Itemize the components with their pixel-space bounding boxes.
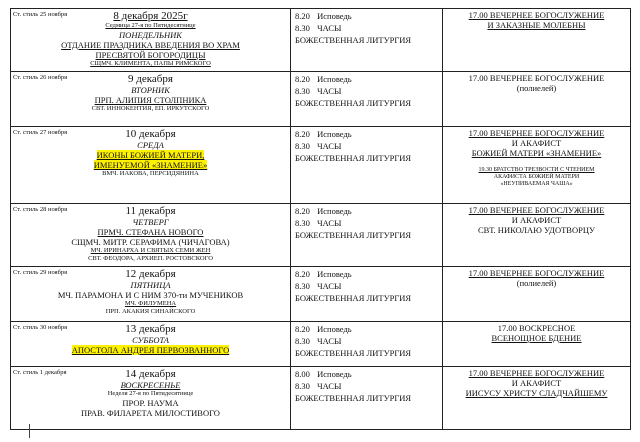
day-cell [11, 204, 291, 267]
morning-services [291, 127, 443, 204]
date-label: 10 декабря [125, 128, 176, 140]
service-line: 8.30 ЧАСЫ [295, 336, 342, 346]
evening-line: АКАФИСТА БОЖИЕЙ МАТЕРИ [493, 174, 580, 180]
schedule-table [10, 8, 631, 430]
saint-line: ПРП. АЛИПИЯ СТОЛПНИКА [94, 95, 207, 105]
service-line: БОЖЕСТВЕННАЯ ЛИТУРГИЯ [295, 293, 412, 303]
saint-line: ПРМЧ. СТЕФАНА НОВОГО [97, 227, 204, 237]
evening-line: 17.00 ВЕЧЕРНЕЕ БОГОСЛУЖЕНИЕ [468, 368, 605, 378]
evening-line: 17.00 ВОСКРЕСНОЕ [497, 323, 576, 333]
saint-line: ПРОР. НАУМА [122, 398, 179, 408]
saint-line: АПОСТОЛА АНДРЕЯ ПЕРВОЗВАННОГО [71, 345, 230, 355]
evening-line: 17.00 ВЕЧЕРНЕЕ БОГОСЛУЖЕНИЕ [468, 10, 605, 20]
weekday-label: ВТОРНИК [131, 85, 170, 95]
morning-services [291, 9, 443, 72]
evening-line: И АКАФИСТ [511, 378, 562, 388]
morning-services [291, 204, 443, 267]
service-line: 8.30 ЧАСЫ [295, 381, 342, 391]
old-style-date: Ст. стиль 29 ноября [13, 269, 68, 276]
evening-services [443, 204, 631, 267]
weekday-label: ЧЕТВЕРГ [132, 217, 169, 227]
service-line: БОЖЕСТВЕННАЯ ЛИТУРГИЯ [295, 230, 412, 240]
table-row [11, 72, 631, 127]
weekday-label: СРЕДА [137, 140, 164, 150]
saint-line: МЧ. ПАРАМОНА И С НИМ 370-ти МУЧЕНИКОВ [57, 290, 244, 300]
schedule-sheet [10, 8, 630, 430]
service-line: 8.20 Исповедь [295, 324, 352, 334]
evening-line: 17.00 ВЕЧЕРНЕЕ БОГОСЛУЖЕНИЕ [468, 73, 605, 83]
evening-line: И АКАФИСТ [511, 215, 562, 225]
service-line: БОЖЕСТВЕННАЯ ЛИТУРГИЯ [295, 153, 412, 163]
table-row [11, 127, 631, 204]
text-cursor-marker [29, 424, 30, 438]
date-label: 9 декабря [128, 73, 173, 85]
evening-line: 19.30 БРАТСТВО ТРЕЗВОСТИ С ЧТЕНИЕМ [478, 167, 595, 173]
evening-line: И ЗАКАЗНЫЕ МОЛЕБНЫ [487, 20, 586, 30]
saint-line: СВТ. ФЕОДОРА, АРХИЕП. РОСТОВСКОГО [88, 254, 213, 262]
evening-line: БОЖИЕЙ МАТЕРИ «ЗНАМЕНИЕ» [471, 148, 602, 158]
day-cell [11, 267, 291, 322]
saint-line: СЩМЧ. МИТР. СЕРАФИМА (ЧИЧАГОВА) [71, 237, 230, 247]
service-line: БОЖЕСТВЕННАЯ ЛИТУРГИЯ [295, 98, 412, 108]
evening-line: ИИСУСУ ХРИСТУ СЛАДЧАЙШЕМУ [465, 388, 608, 398]
saint-line: ВМЧ. ИАКОВА, ПЕРСИДЯНИНА [102, 170, 199, 177]
service-line: 8.30 ЧАСЫ [295, 86, 342, 96]
table-row [11, 204, 631, 267]
saint-line: ИМЕНУЕМОЙ «ЗНАМЕНИЕ» [93, 160, 208, 170]
date-label: 8 декабря 2025г [113, 10, 188, 22]
old-style-date: Ст. стиль 1 декабря [13, 369, 67, 376]
evening-line: (полиелей) [516, 83, 557, 93]
week-label: Неделя 27-я по Пятидесятнице [107, 390, 194, 397]
saint-line: ОТДАНИЕ ПРАЗДНИКА ВВЕДЕНИЯ ВО ХРАМ [61, 40, 240, 50]
evening-line: (полиелей) [516, 278, 557, 288]
service-line: 8.30 ЧАСЫ [295, 218, 342, 228]
service-line: 8.30 ЧАСЫ [295, 23, 342, 33]
date-label: 14 декабря [125, 368, 176, 380]
weekday-label: ПЯТНИЦА [130, 280, 171, 290]
table-row [11, 322, 631, 367]
saint-line: СЩМЧ. КЛИМЕНТА, ПАПЫ РИМСКОГО [90, 60, 211, 67]
day-cell [11, 72, 291, 127]
saint-line: МЧ. ИРИНАРХА И СВЯТЫХ СЕМИ ЖЕН [90, 247, 211, 254]
evening-services [443, 9, 631, 72]
date-label: 12 декабря [125, 268, 176, 280]
evening-line: И АКАФИСТ [511, 138, 562, 148]
service-line: 8.00 Исповедь [295, 369, 352, 379]
saint-line: СВТ. ИННОКЕНТИЯ, ЕП. ИРКУТСКОГО [91, 105, 210, 112]
table-row [11, 367, 631, 430]
evening-services [443, 267, 631, 322]
saint-line: ИКОНЫ БОЖИЕЙ МАТЕРИ, [96, 150, 205, 160]
day-cell [11, 127, 291, 204]
evening-line: СВТ. НИКОЛАЮ УДОТВОРЦУ [477, 225, 595, 235]
day-cell [11, 9, 291, 72]
evening-line: «НЕУПИВАЕМАЯ ЧАША» [500, 181, 573, 187]
day-cell [11, 322, 291, 367]
service-line: 8.20 Исповедь [295, 269, 352, 279]
service-line: 8.30 ЧАСЫ [295, 281, 342, 291]
date-label: 11 декабря [125, 205, 176, 217]
morning-services [291, 267, 443, 322]
evening-line: 17.00 ВЕЧЕРНЕЕ БОГОСЛУЖЕНИЕ [468, 128, 605, 138]
service-line: БОЖЕСТВЕННАЯ ЛИТУРГИЯ [295, 393, 412, 403]
service-line: БОЖЕСТВЕННАЯ ЛИТУРГИЯ [295, 35, 412, 45]
weekday-label: ВОСКРЕСЕНЬЕ [120, 380, 181, 390]
day-cell [11, 367, 291, 430]
weekday-label: ПОНЕДЕЛЬНИК [119, 30, 182, 40]
evening-line: 17.00 ВЕЧЕРНЕЕ БОГОСЛУЖЕНИЕ [468, 268, 605, 278]
old-style-date: Ст. стиль 26 ноября [13, 74, 68, 81]
service-line: 8.20 Исповедь [295, 206, 352, 216]
date-label: 13 декабря [125, 323, 176, 335]
saint-line: ПРЕСВЯТОЙ БОГОРОДИЦЫ [95, 50, 206, 60]
evening-services [443, 367, 631, 430]
morning-services [291, 322, 443, 367]
old-style-date: Ст. стиль 28 ноября [13, 206, 68, 213]
morning-services [291, 367, 443, 430]
saint-line: ПРАВ. ФИЛАРЕТА МИЛОСТИВОГО [81, 408, 220, 418]
table-row [11, 9, 631, 72]
evening-services [443, 322, 631, 367]
service-line: БОЖЕСТВЕННАЯ ЛИТУРГИЯ [295, 348, 412, 358]
service-line: 8.30 ЧАСЫ [295, 141, 342, 151]
evening-services [443, 72, 631, 127]
service-line: 8.20 Исповедь [295, 129, 352, 139]
saint-line: МЧ. ФИЛУМЕНА [124, 300, 177, 307]
old-style-date: Ст. стиль 27 ноября [13, 129, 68, 136]
evening-line: ВСЕНОЩНОЕ БДЕНИЕ [491, 333, 582, 343]
service-line: 8.20 Исповедь [295, 11, 352, 21]
evening-line: 17.00 ВЕЧЕРНЕЕ БОГОСЛУЖЕНИЕ [468, 205, 605, 215]
evening-services [443, 127, 631, 204]
old-style-date: Ст. стиль 30 ноября [13, 324, 68, 331]
service-line: 8.20 Исповедь [295, 74, 352, 84]
week-label: Седмица 27-я по Пятидесятнице [105, 22, 196, 29]
weekday-label: СУББОТА [132, 335, 169, 345]
saint-line: ПРП. АКАКИЯ СИНАЙСКОГО [105, 307, 196, 315]
morning-services [291, 72, 443, 127]
old-style-date: Ст. стиль 25 ноября [13, 11, 68, 18]
table-row [11, 267, 631, 322]
